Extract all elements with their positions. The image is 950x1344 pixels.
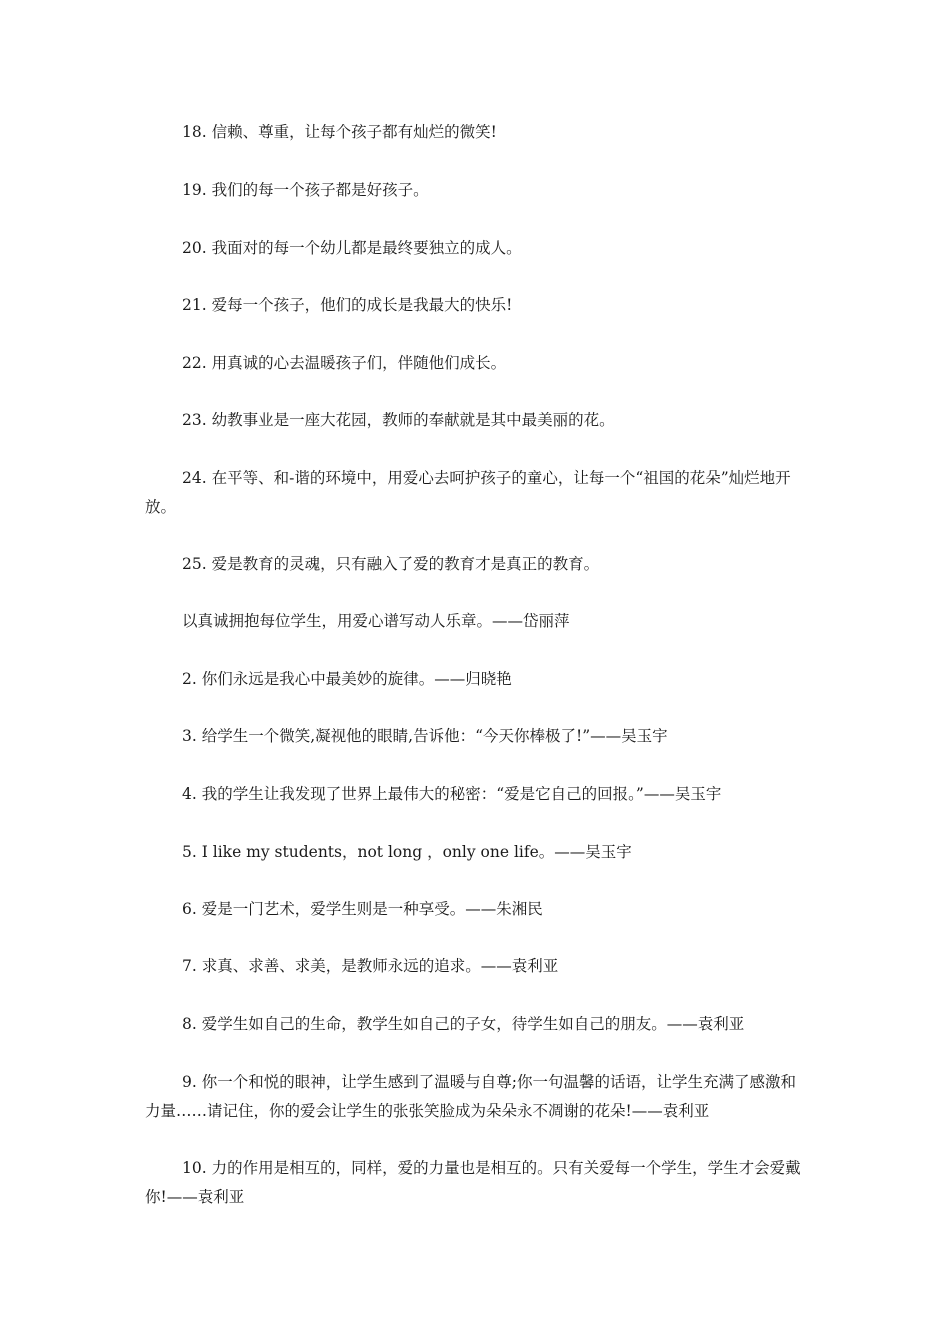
paragraph-21: 21. 爱每一个孩子，他们的成长是我最大的快乐! (182, 296, 513, 314)
paragraph-24: 24. 在平等、和-谐的环境中，用爱心去呵护孩子的童心，让每一个“祖国的花朵”灿烂地开放。 (145, 469, 791, 516)
paragraph-20: 20. 我面对的每一个幼儿都是最终要独立的成人。 (182, 239, 522, 257)
quote-10: 10. 力的作用是相互的，同样，爱的力量也是相互的。只有关爱每一个学生，学生才会爱戴你!——袁利亚 (145, 1159, 801, 1206)
quote-5: 5. I like my students，not long ，only one life。——吴玉宇 (182, 843, 632, 861)
quote-4: 4. 我的学生让我发现了世界上最伟大的秘密：“爱是它自己的回报。”——吴玉宇 (182, 785, 722, 803)
paragraph-25: 25. 爱是教育的灵魂，只有融入了爱的教育才是真正的教育。 (182, 555, 600, 573)
paragraph-23: 23. 幼教事业是一座大花园，教师的奉献就是其中最美丽的花。 (182, 411, 615, 429)
quote-1: 以真诚拥抱每位学生，用爱心谱写动人乐章。——岱丽萍 (182, 612, 570, 630)
quote-9: 9. 你一个和悦的眼神，让学生感到了温暖与自尊;你一句温馨的话语，让学生充满了感激和力量……请记住，你的爱会让学生的张张笑脸成为朵朵永不凋谢的花朵!——袁利亚 (145, 1073, 796, 1120)
paragraph-22: 22. 用真诚的心去温暖孩子们，伴随他们成长。 (182, 354, 507, 372)
quote-3: 3. 给学生一个微笑,凝视他的眼睛,告诉他：“今天你棒极了!”——吴玉宇 (182, 727, 668, 745)
paragraph-19: 19. 我们的每一个孩子都是好孩子。 (182, 181, 429, 199)
quote-6: 6. 爱是一门艺术，爱学生则是一种享受。——朱湘民 (182, 900, 543, 918)
quote-8: 8. 爱学生如自己的生命，教学生如自己的子女，待学生如自己的朋友。——袁利亚 (182, 1015, 745, 1033)
paragraph-18: 18. 信赖、尊重，让每个孩子都有灿烂的微笑! (182, 123, 497, 141)
quote-7: 7. 求真、求善、求美，是教师永远的追求。——袁利亚 (182, 957, 559, 975)
quote-2: 2. 你们永远是我心中最美妙的旋律。——归晓艳 (182, 670, 512, 688)
